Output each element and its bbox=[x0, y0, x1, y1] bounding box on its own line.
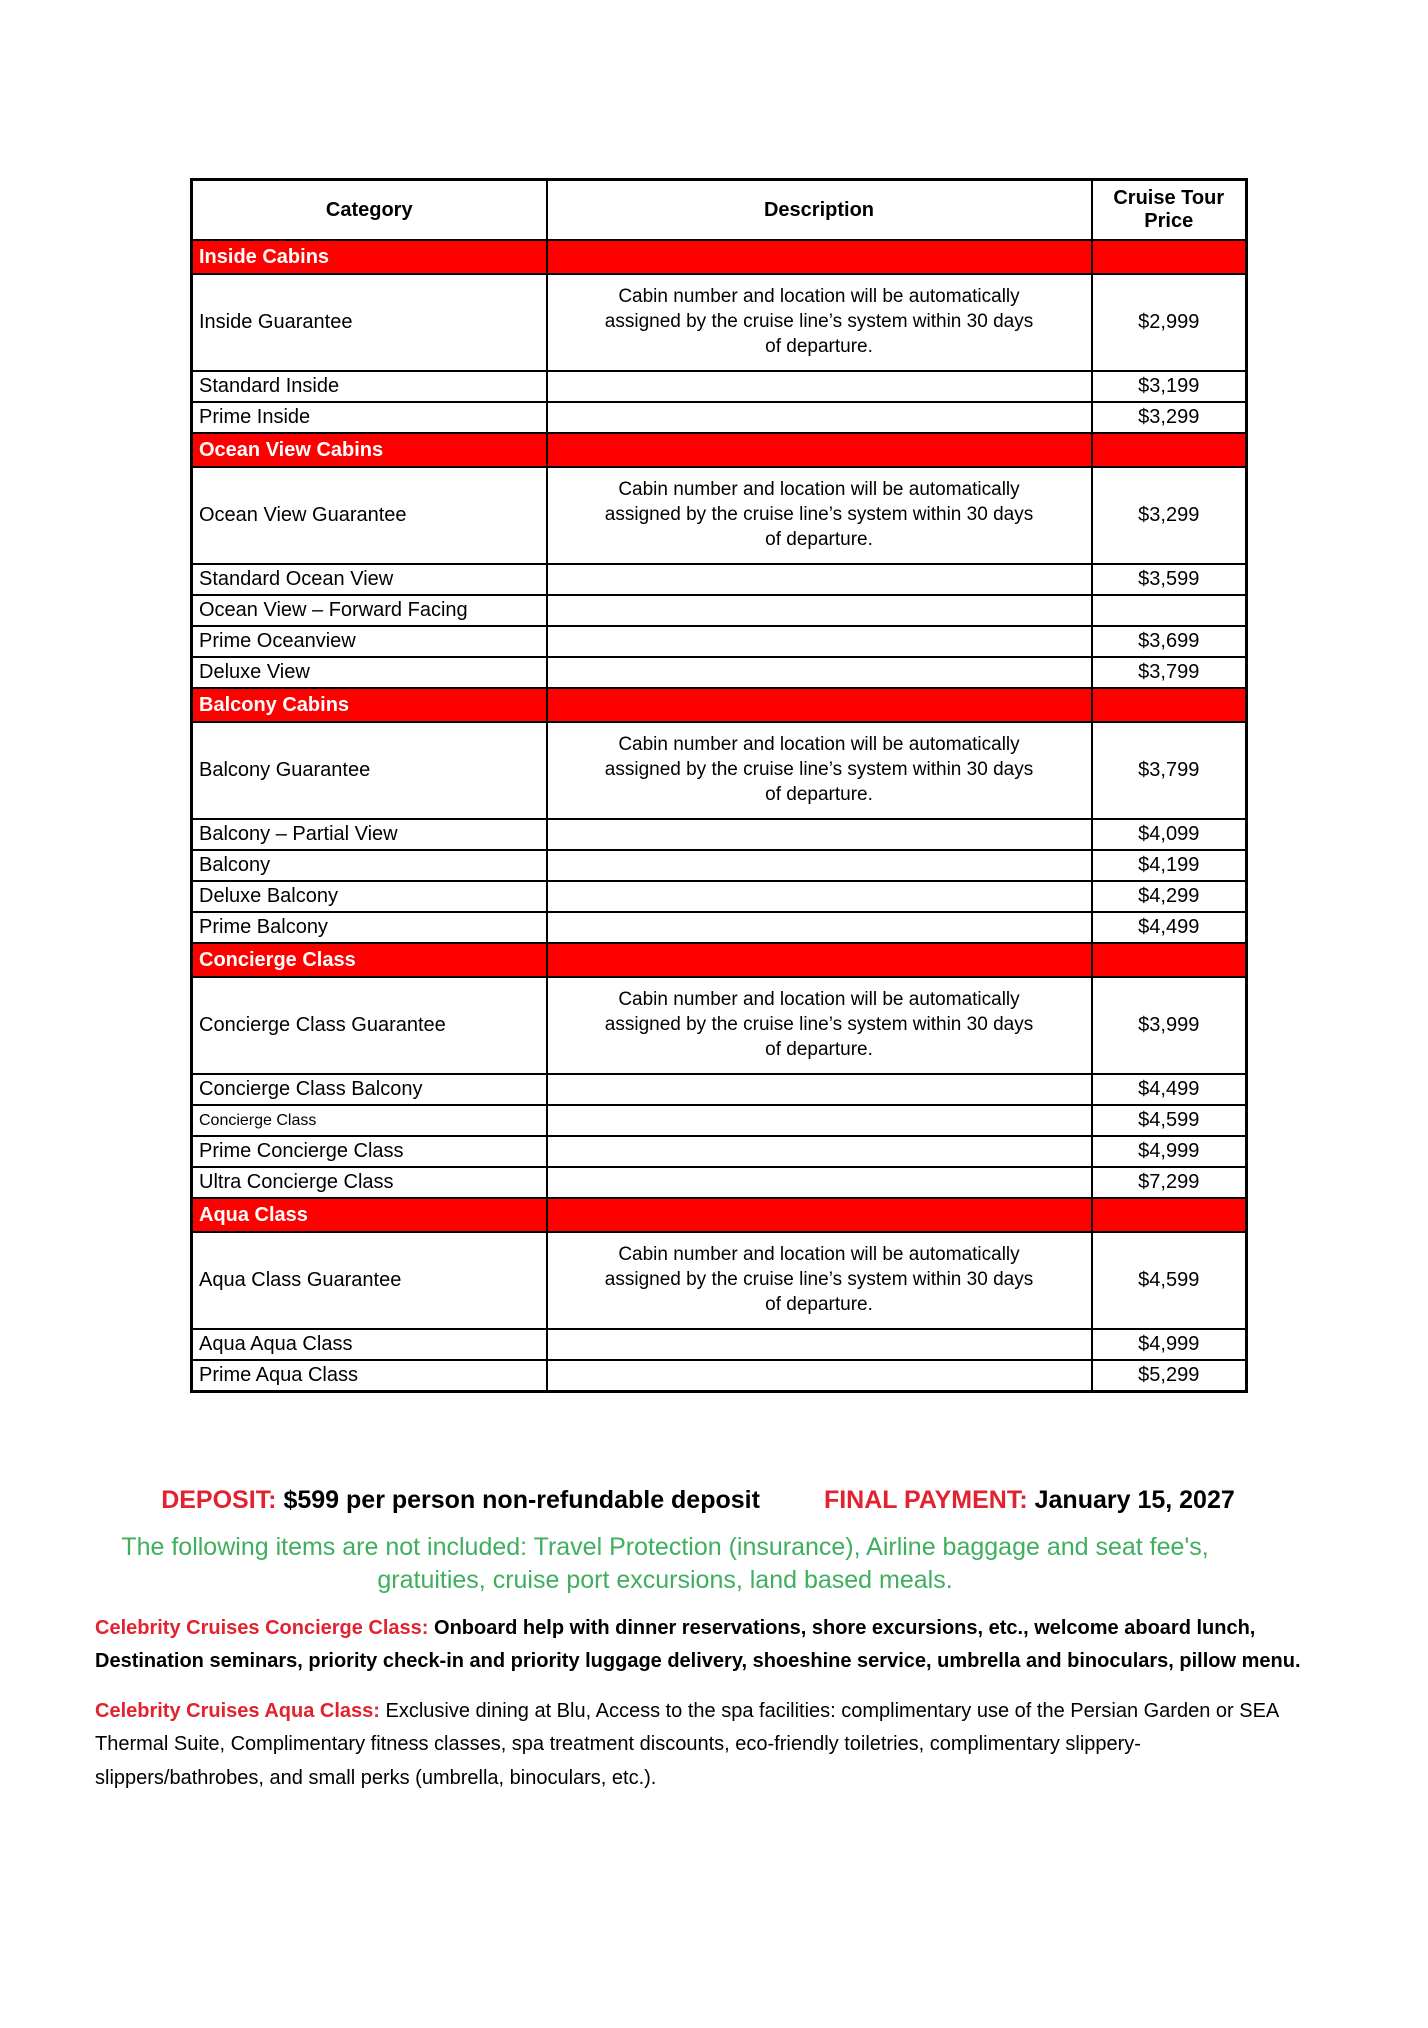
price-row bbox=[192, 977, 1247, 1074]
category-cell: Prime Balcony bbox=[192, 912, 547, 943]
description-cell: Cabin number and location will be automatically assigned by the cruise line’s system within 30 days of departure. bbox=[547, 977, 1092, 1074]
description-cell bbox=[547, 1329, 1092, 1360]
price-row bbox=[192, 1074, 1247, 1105]
description-cell bbox=[547, 1167, 1092, 1198]
category-cell: Prime Aqua Class bbox=[192, 1360, 547, 1391]
description-cell bbox=[547, 402, 1092, 433]
description-cell bbox=[547, 850, 1092, 881]
category-cell: Standard Ocean View bbox=[192, 564, 547, 595]
price-cell: $7,299 bbox=[1092, 1167, 1247, 1198]
price-cell: $4,099 bbox=[1092, 819, 1247, 850]
column-header-description: Description bbox=[547, 180, 1092, 241]
description-cell: Cabin number and location will be automatically assigned by the cruise line’s system within 30 days of departure. bbox=[547, 274, 1092, 371]
category-cell: Balcony bbox=[192, 850, 547, 881]
price-row bbox=[192, 1329, 1247, 1360]
section-header-cell bbox=[1092, 240, 1247, 274]
category-cell: Prime Oceanview bbox=[192, 626, 547, 657]
price-cell: $3,999 bbox=[1092, 977, 1247, 1074]
category-cell: Standard Inside bbox=[192, 371, 547, 402]
section-header-row bbox=[192, 943, 1247, 977]
description-cell bbox=[547, 564, 1092, 595]
description-cell bbox=[547, 371, 1092, 402]
price-cell: $2,999 bbox=[1092, 274, 1247, 371]
price-cell: $4,499 bbox=[1092, 912, 1247, 943]
section-header-row bbox=[192, 240, 1247, 274]
price-row bbox=[192, 657, 1247, 688]
cruise-pricing-table bbox=[190, 178, 1248, 1393]
not-included-note: The following items are not included: Travel Protection (insurance), Airline baggage and seat fee's, gratuities, cruise port excursions, land based meals. bbox=[121, 1533, 1209, 1594]
description-cell bbox=[547, 881, 1092, 912]
section-title: Ocean View Cabins bbox=[192, 433, 547, 467]
final-payment-terms bbox=[824, 1486, 1235, 1515]
category-cell: Ocean View – Forward Facing bbox=[192, 595, 547, 626]
category-cell: Prime Inside bbox=[192, 402, 547, 433]
price-row bbox=[192, 722, 1247, 819]
category-cell: Inside Guarantee bbox=[192, 274, 547, 371]
section-title: Balcony Cabins bbox=[192, 688, 547, 722]
price-cell: $4,199 bbox=[1092, 850, 1247, 881]
price-row bbox=[192, 1167, 1247, 1198]
section-header-cell bbox=[547, 943, 1092, 977]
category-cell: Prime Concierge Class bbox=[192, 1136, 547, 1167]
description-cell bbox=[547, 626, 1092, 657]
price-cell: $3,699 bbox=[1092, 626, 1247, 657]
category-cell: Concierge Class Balcony bbox=[192, 1074, 547, 1105]
section-header-cell bbox=[1092, 1198, 1247, 1232]
section-header-cell bbox=[547, 1198, 1092, 1232]
deposit-value: $599 per person non-refundable deposit bbox=[283, 1486, 760, 1514]
section-header-cell bbox=[1092, 433, 1247, 467]
category-cell: Concierge Class bbox=[192, 1105, 547, 1136]
price-row bbox=[192, 850, 1247, 881]
category-cell: Balcony – Partial View bbox=[192, 819, 547, 850]
section-header-cell bbox=[1092, 943, 1247, 977]
price-row bbox=[192, 626, 1247, 657]
section-title: Concierge Class bbox=[192, 943, 547, 977]
aqua-class-note bbox=[95, 1695, 1305, 1795]
deposit-terms bbox=[161, 1486, 760, 1515]
column-header-price: Cruise Tour Price bbox=[1092, 180, 1247, 241]
category-cell: Deluxe View bbox=[192, 657, 547, 688]
price-cell: $4,999 bbox=[1092, 1136, 1247, 1167]
description-cell bbox=[547, 912, 1092, 943]
price-row bbox=[192, 595, 1247, 626]
description-cell bbox=[547, 1136, 1092, 1167]
category-cell: Balcony Guarantee bbox=[192, 722, 547, 819]
price-row bbox=[192, 564, 1247, 595]
table-header-row bbox=[192, 180, 1247, 241]
section-title: Inside Cabins bbox=[192, 240, 547, 274]
price-row bbox=[192, 881, 1247, 912]
price-cell: $3,799 bbox=[1092, 722, 1247, 819]
price-row bbox=[192, 912, 1247, 943]
aqua-note-text: Exclusive dining at Blu, Access to the spa facilities: complimentary use of the Persian Garden or SEA Thermal Suite, Complimentary fitness classes, spa treatment discounts, eco-friendly toiletries, complimentary slippery-slippers/bathrobes, and small perks (umbrella, binoculars, etc.). bbox=[95, 1700, 1279, 1789]
price-cell: $3,599 bbox=[1092, 564, 1247, 595]
category-cell: Deluxe Balcony bbox=[192, 881, 547, 912]
price-cell: $4,999 bbox=[1092, 1329, 1247, 1360]
price-cell: $4,299 bbox=[1092, 881, 1247, 912]
price-cell: $4,599 bbox=[1092, 1105, 1247, 1136]
category-cell: Ocean View Guarantee bbox=[192, 467, 547, 564]
description-cell: Cabin number and location will be automatically assigned by the cruise line’s system within 30 days of departure. bbox=[547, 722, 1092, 819]
description-cell bbox=[547, 1360, 1092, 1391]
category-cell: Aqua Aqua Class bbox=[192, 1329, 547, 1360]
description-cell bbox=[547, 1105, 1092, 1136]
price-cell: $5,299 bbox=[1092, 1360, 1247, 1391]
price-cell bbox=[1092, 595, 1247, 626]
price-cell: $3,299 bbox=[1092, 467, 1247, 564]
final-payment-value: January 15, 2027 bbox=[1034, 1486, 1235, 1514]
aqua-note-label: Celebrity Cruises Aqua Class: bbox=[95, 1700, 380, 1722]
payment-terms-line bbox=[90, 1486, 1306, 1515]
section-header-cell bbox=[1092, 688, 1247, 722]
price-row bbox=[192, 402, 1247, 433]
price-cell: $3,299 bbox=[1092, 402, 1247, 433]
description-cell bbox=[547, 657, 1092, 688]
description-cell bbox=[547, 595, 1092, 626]
section-header-cell bbox=[547, 433, 1092, 467]
description-cell: Cabin number and location will be automatically assigned by the cruise line’s system within 30 days of departure. bbox=[547, 467, 1092, 564]
section-header-cell bbox=[547, 240, 1092, 274]
price-cell: $3,199 bbox=[1092, 371, 1247, 402]
section-header-row bbox=[192, 688, 1247, 722]
price-cell: $4,499 bbox=[1092, 1074, 1247, 1105]
description-cell bbox=[547, 819, 1092, 850]
section-header-row bbox=[192, 1198, 1247, 1232]
section-title: Aqua Class bbox=[192, 1198, 547, 1232]
price-row bbox=[192, 467, 1247, 564]
price-row bbox=[192, 1360, 1247, 1391]
category-cell: Ultra Concierge Class bbox=[192, 1167, 547, 1198]
column-header-category: Category bbox=[192, 180, 547, 241]
description-cell: Cabin number and location will be automatically assigned by the cruise line’s system within 30 days of departure. bbox=[547, 1232, 1092, 1329]
price-row bbox=[192, 371, 1247, 402]
price-row bbox=[192, 1105, 1247, 1136]
price-row bbox=[192, 1136, 1247, 1167]
section-header-cell bbox=[547, 688, 1092, 722]
concierge-class-note bbox=[95, 1612, 1305, 1679]
price-row bbox=[192, 819, 1247, 850]
price-row bbox=[192, 1232, 1247, 1329]
price-cell: $3,799 bbox=[1092, 657, 1247, 688]
price-row bbox=[192, 274, 1247, 371]
final-payment-label: FINAL PAYMENT: bbox=[823, 1486, 1028, 1514]
section-header-row bbox=[192, 433, 1247, 467]
price-cell: $4,599 bbox=[1092, 1232, 1247, 1329]
deposit-label: DEPOSIT: bbox=[161, 1486, 277, 1514]
description-cell bbox=[547, 1074, 1092, 1105]
category-cell: Concierge Class Guarantee bbox=[192, 977, 547, 1074]
category-cell: Aqua Class Guarantee bbox=[192, 1232, 547, 1329]
concierge-note-label: Celebrity Cruises Concierge Class: bbox=[95, 1617, 429, 1639]
concierge-note-text: Onboard help with dinner reservations, shore excursions, etc., welcome aboard lunch, Destination seminars, priority check-in and priority luggage delivery, shoeshine service, umbrella and binoculars, pillow menu. bbox=[95, 1617, 1301, 1673]
